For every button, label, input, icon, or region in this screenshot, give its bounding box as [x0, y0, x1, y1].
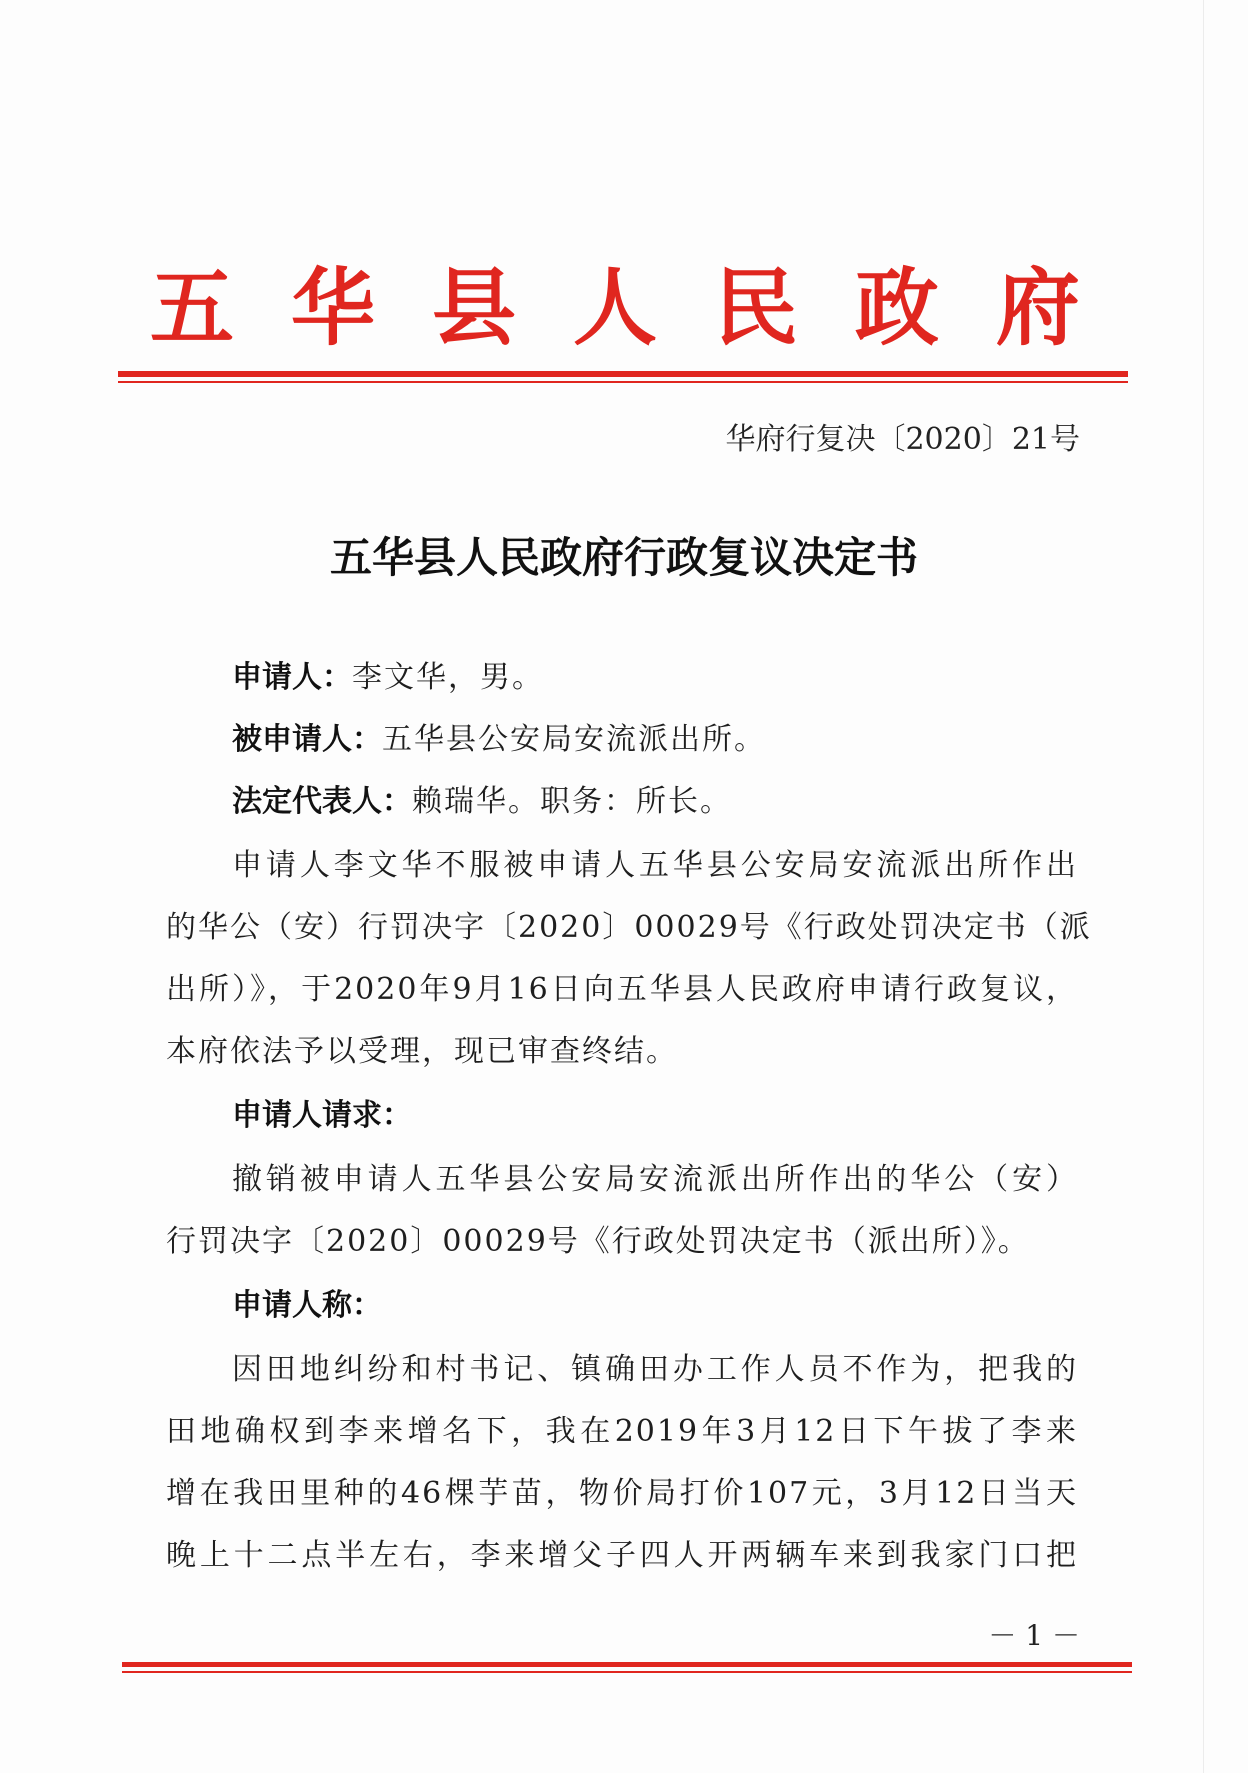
agency-header-char: 五	[150, 258, 235, 357]
claims-heading	[232, 1284, 1078, 1328]
intro-paragraph-line: 申请人李文华不服被申请人五华县公安局安流派出所作出	[232, 848, 1078, 883]
page-fold-line	[1203, 0, 1204, 1773]
request-heading	[232, 1094, 1078, 1138]
claims-paragraph-line: 增在我田里种的46棵芋苗，物价局打价107元，3月12日当天	[166, 1476, 1078, 1511]
claims-paragraph-line: 晚上十二点半左右，李来增父子四人开两辆车来到我家门口把	[166, 1538, 1078, 1573]
representative-label: 法定代表人：	[232, 784, 412, 819]
claims-heading-text: 申请人称：	[232, 1288, 382, 1323]
footer-red-rule	[122, 1662, 1132, 1667]
intro-paragraph-line: 的华公（安）行罚决字〔2020〕00029号《行政处罚决定书（派	[166, 910, 1092, 945]
intro-paragraph-line: 本府依法予以受理，现已审查终结。	[166, 1034, 678, 1069]
respondent-label: 被申请人：	[232, 722, 382, 757]
document-title: 五华县人民政府行政复议决定书	[329, 533, 918, 582]
agency-header-char: 民	[713, 258, 798, 357]
footer-red-rule-thin	[122, 1671, 1132, 1673]
request-paragraph-line: 撤销被申请人五华县公安局安流派出所作出的华公（安）	[232, 1162, 1078, 1197]
claims-paragraph-line: 田地确权到李来增名下，我在2019年3月12日下午拔了李来	[166, 1414, 1078, 1449]
header-red-rule	[118, 371, 1128, 377]
applicant-line	[232, 656, 1078, 700]
header-red-rule-thin	[118, 381, 1128, 383]
claims-paragraph-line: 因田地纠纷和村书记、镇确田办工作人员不作为，把我的	[232, 1352, 1078, 1387]
agency-header-char: 华	[290, 258, 375, 357]
document-number: 华府行复决〔2020〕21号	[725, 422, 1080, 457]
representative-line	[232, 780, 1078, 824]
request-heading-text: 申请人请求：	[232, 1098, 412, 1133]
representative-value: 赖瑞华。职务：所长。	[412, 784, 732, 819]
agency-header-char: 县	[431, 258, 516, 357]
page-number: － 1 －	[988, 1619, 1080, 1652]
agency-header-char: 人	[572, 258, 657, 357]
applicant-label: 申请人：	[232, 660, 352, 695]
agency-header-char: 府	[995, 258, 1080, 357]
applicant-value: 李文华，男。	[352, 660, 544, 695]
respondent-value: 五华县公安局安流派出所。	[382, 722, 766, 757]
agency-header-char: 政	[854, 258, 939, 357]
request-paragraph-line: 行罚决字〔2020〕00029号《行政处罚决定书（派出所）》。	[166, 1224, 1030, 1259]
respondent-line	[232, 718, 1078, 762]
intro-paragraph-line: 出所）》，于2020年9月16日向五华县人民政府申请行政复议，	[166, 972, 1078, 1007]
agency-header	[150, 258, 1080, 358]
